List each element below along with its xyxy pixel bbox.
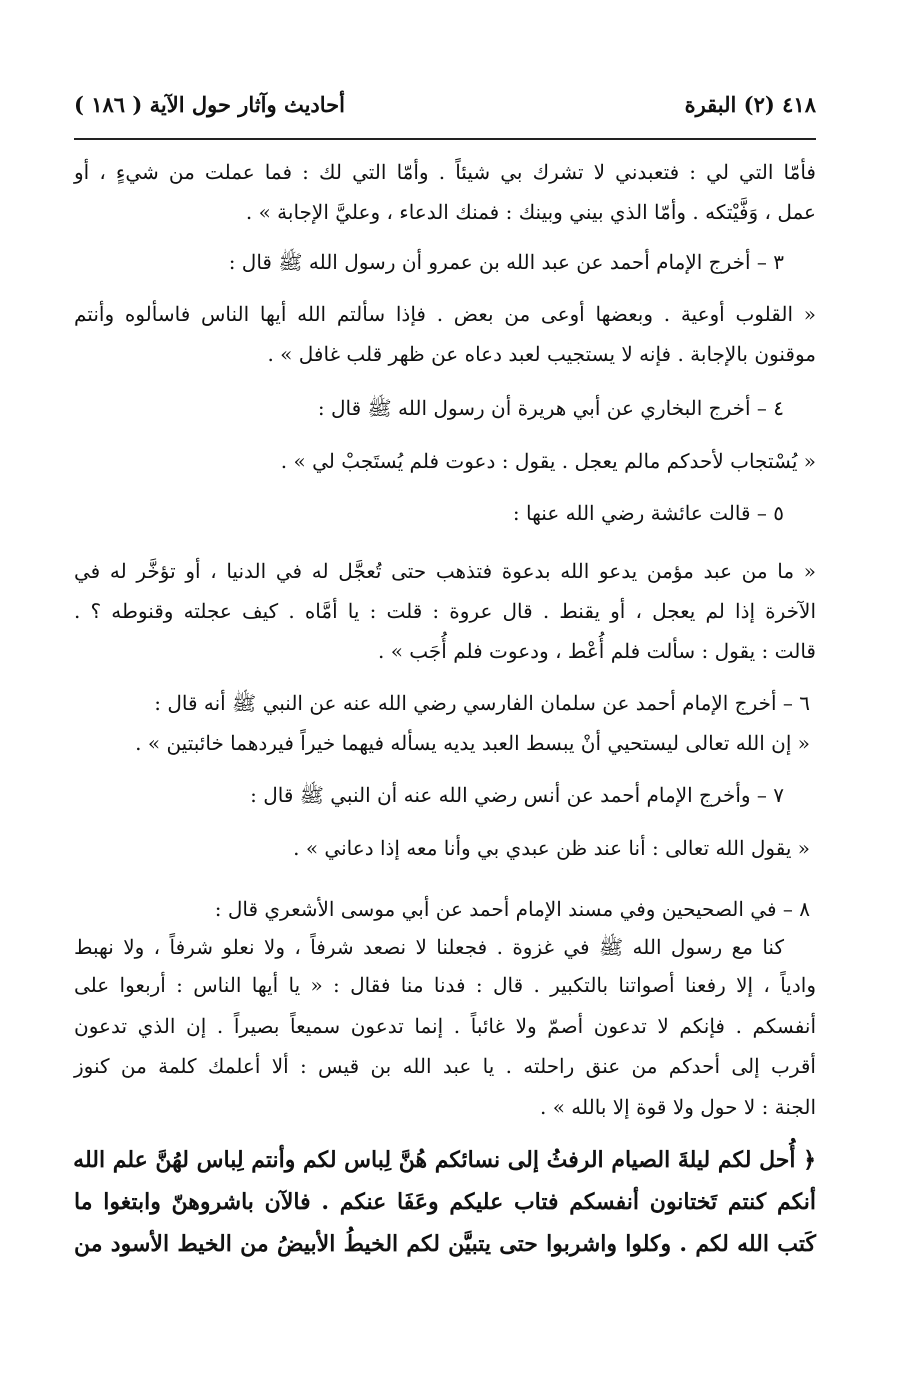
hadith-6-intro: ٦ – أخرج الإمام أحمد عن سلمان الفارسي رضي الله عنه عن النبي ﷺ أنه قال : (154, 691, 810, 715)
text-line: الجنة : لا حول ولا قوة إلا بالله » . (540, 1095, 816, 1119)
hadith-3-intro: ٣ – أخرج الإمام أحمد عن عبد الله بن عمرو أن رسول الله ﷺ قال : (228, 250, 784, 274)
text-line: « ما من عبد مؤمن يدعو الله بدعوة فتذهب حتى تُعجَّل له في الدنيا ، أو تؤخَّر له في (74, 559, 816, 583)
text-line: كنا مع رسول الله ﷺ في غزوة . فجعلنا لا نصعد شرفاً ، ولا نعلو شرفاً ، ولا نهبط (74, 935, 784, 959)
page-header (74, 88, 816, 128)
text-line: قالت : يقول : سألت فلم أُعْط ، ودعوت فلم أُجَب » . (377, 639, 816, 663)
text-line: الآخرة إذا لم يعجل ، أو يقنط . قال عروة : قلت : يا أمَّاه . كيف عجلته وقنوطه ؟ . (74, 599, 816, 623)
text-line: أقرب إلى أحدكم من عنق راحلته . يا عبد الله بن قيس : ألا أعلمك كلمة من كنوز (74, 1054, 816, 1078)
text-line: أنفسكم . فإنكم لا تدعون أصمّ ولا غائباً . إنما تدعون سميعاً بصيراً . إن الذي تدعون (74, 1014, 816, 1038)
header-divider (74, 138, 816, 140)
hadith-5-intro: ٥ – قالت عائشة رضي الله عنها : (512, 501, 784, 525)
text-line: فأمّا التي لي : فتعبدني لا تشرك بي شيئاً . وأمّا التي لك : فما عملت من شيءٍ ، أو (74, 160, 816, 184)
running-title: أحاديث وآثار حول الآية ( ١٨٦ ) (74, 92, 345, 117)
hadith-7-intro: ٧ – وأخرج الإمام أحمد عن أنس رضي الله عنه أن النبي ﷺ قال : (250, 783, 784, 807)
page-number-and-surah: ٤١٨ (٢) البقرة (684, 92, 816, 117)
text-line: « يُسْتجاب لأحدكم مالم يعجل . يقول : دعوت فلم يُستَجبْ لي » . (280, 449, 816, 473)
quran-verse-line: ﴿ أُحل لكم ليلةَ الصيام الرفثُ إلى نسائكم هُنَّ لِباس لكم وأنتم لِباس لهُنَّ علم الله (73, 1147, 816, 1173)
text-line: موقنون بالإجابة . فإنه لا يستجيب لعبد دعاه عن ظهر قلب غافل » . (267, 342, 816, 366)
quran-verse-line: كَتب الله لكم . وكلوا واشربوا حتى يتبيَّن لكم الخيطُ الأبيضُ من الخيط الأسود من (74, 1231, 816, 1257)
hadith-4-intro: ٤ – أخرج البخاري عن أبي هريرة أن رسول الله ﷺ قال : (317, 396, 784, 420)
hadith-8-intro: ٨ – في الصحيحين وفي مسند الإمام أحمد عن أبي موسى الأشعري قال : (214, 897, 810, 921)
text-line: وادياً ، إلا رفعنا أصواتنا بالتكبير . قال : فدنا منا فقال : « يا أيها الناس : أربعوا على (74, 973, 816, 997)
text-line: « القلوب أوعية . وبعضها أوعى من بعض . فإذا سألتم الله أيها الناس فاسألوه وأنتم (74, 302, 816, 326)
text-line: عمل ، وَفَّيْتكه . وأمّا الذي بيني وبينك : فمنك الدعاء ، وعليَّ الإجابة » . (245, 200, 816, 224)
text-line: « إن الله تعالى ليستحيي أنْ يبسط العبد يديه يسأله فيهما خيراً فيردهما خائبتين » . (135, 731, 810, 755)
text-line: « يقول الله تعالى : أنا عند ظن عبدي بي وأنا معه إذا دعاني » . (293, 836, 810, 860)
quran-verse-line: أنكم كنتم تَختانون أنفسكم فتاب عليكم وعَفَا عنكم . فالآن باشروهنّ وابتغوا ما (74, 1189, 816, 1215)
